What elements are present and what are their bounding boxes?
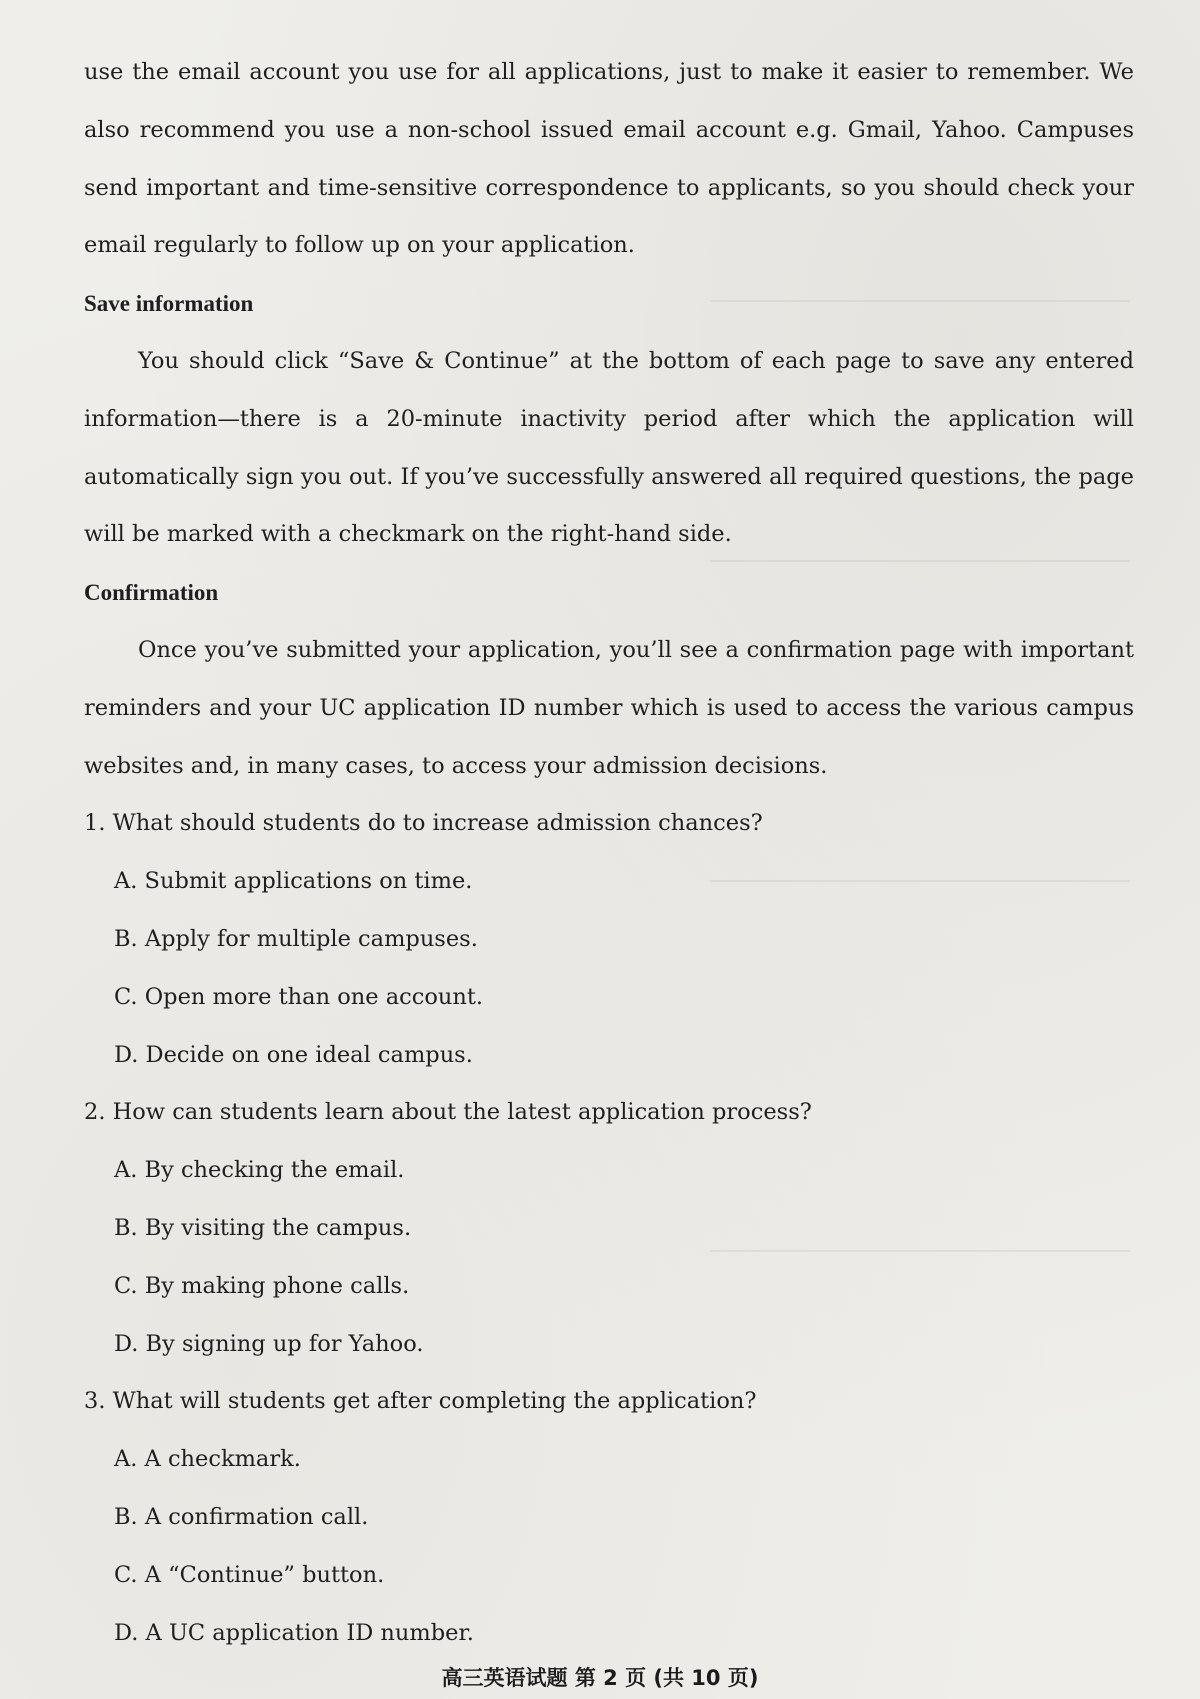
question-3 bbox=[84, 1373, 1134, 1662]
option-c: C. Open more than one account. bbox=[114, 983, 484, 1010]
section-text-save-information: You should click “Save & Continue” at the bottom of each page to save any entered information—there is a 20-minute inactivity period after which the application will automatically sign you out. If you’ve successfully answered all required questions, the page will be marked with a checkmark on the right-hand side. bbox=[84, 347, 1134, 548]
page-footer: 高三英语试题 第 2 页 (共 10 页) bbox=[441, 1666, 759, 1690]
intro-paragraph: use the email account you use for all applications, just to make it easier to remember. We also recommend you use a non-school issued email account e.g. Gmail, Yahoo. Campuses send important and time-sensitive correspondence to applicants, so you should check your email regularly to follow up on your application. bbox=[84, 59, 1134, 259]
question-stem: 1. What should students do to increase admission chances? bbox=[84, 810, 763, 837]
question-1 bbox=[84, 795, 1134, 1084]
section-text-confirmation: Once you’ve submitted your application, you’ll see a confirmation page with important reminders and your UC application ID number which is used to access the various campus websites and, in many cases, to access your admission decisions. bbox=[84, 636, 1134, 779]
question-stem: 3. What will students get after completing the application? bbox=[84, 1388, 757, 1415]
option-d: D. A UC application ID number. bbox=[114, 1619, 474, 1646]
option-a: A. Submit applications on time. bbox=[114, 868, 473, 895]
option-c: C. By making phone calls. bbox=[114, 1272, 410, 1299]
option-b: B. Apply for multiple campuses. bbox=[114, 925, 478, 952]
option-d: D. Decide on one ideal campus. bbox=[114, 1041, 473, 1068]
option-d: D. By signing up for Yahoo. bbox=[114, 1330, 424, 1357]
question-stem: 2. How can students learn about the latest application process? bbox=[84, 1099, 812, 1126]
question-2 bbox=[84, 1084, 1134, 1373]
page-content bbox=[84, 44, 1134, 1662]
option-b: B. By visiting the campus. bbox=[114, 1214, 412, 1241]
section-heading-confirmation: Confirmation bbox=[84, 580, 219, 606]
option-a: A. A checkmark. bbox=[114, 1446, 301, 1473]
option-b: B. A confirmation call. bbox=[114, 1503, 369, 1530]
option-a: A. By checking the email. bbox=[114, 1157, 405, 1184]
section-heading-save-information: Save information bbox=[84, 291, 254, 317]
option-c: C. A “Continue” button. bbox=[114, 1561, 385, 1588]
